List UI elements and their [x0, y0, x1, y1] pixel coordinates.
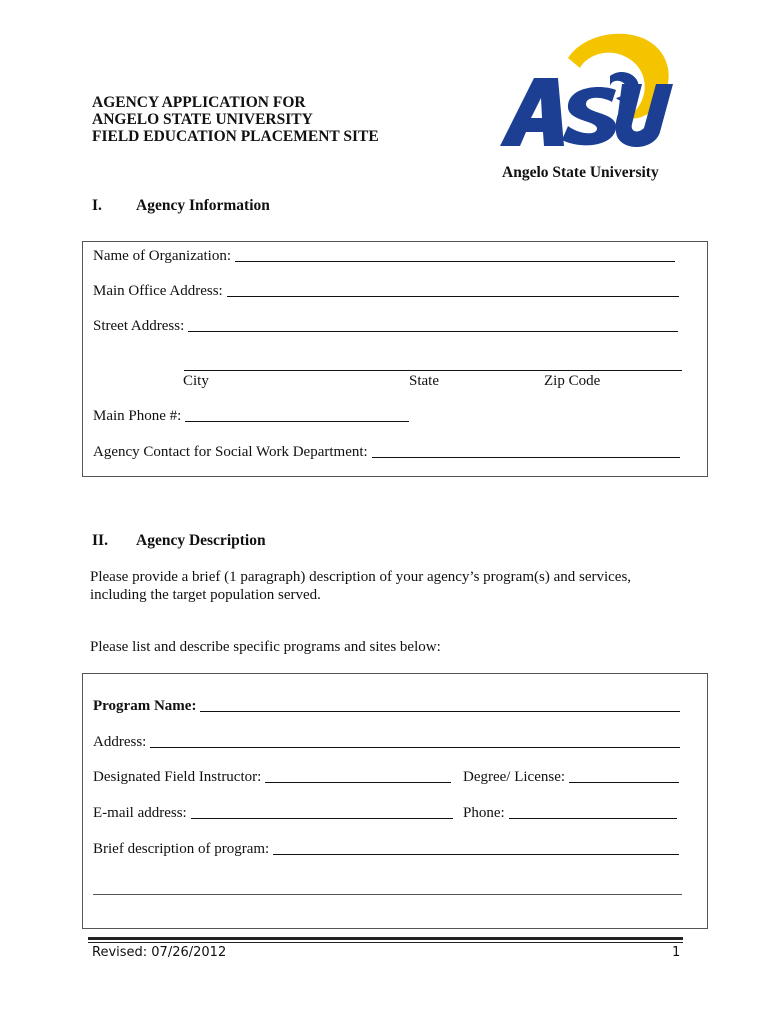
city-label: City — [183, 373, 209, 389]
program-name-field[interactable] — [200, 710, 680, 712]
section-1-number: I. — [92, 197, 102, 214]
city-state-zip-field[interactable] — [184, 370, 682, 371]
program-name-row — [93, 698, 680, 715]
field-instructor-field[interactable] — [265, 781, 451, 783]
phone-field[interactable] — [185, 420, 409, 422]
program-name-label: Program Name: — [93, 698, 197, 714]
page-number: 1 — [672, 945, 681, 960]
logo-letter-s — [562, 87, 616, 145]
phone-row — [93, 408, 409, 425]
agency-info-box — [82, 241, 708, 477]
contact-label: Agency Contact for Social Work Department: — [93, 444, 368, 460]
street-label: Street Address: — [93, 318, 185, 334]
degree-row — [463, 769, 679, 786]
degree-label: Degree/ License: — [463, 769, 566, 785]
org-name-row — [93, 248, 675, 265]
brief-desc-label: Brief description of program: — [93, 841, 270, 857]
section-2-number: II. — [92, 532, 108, 549]
revision-date: Revised: 07/26/2012 — [92, 945, 227, 960]
program-address-field[interactable] — [150, 746, 680, 748]
title-line-1: AGENCY APPLICATION FOR — [92, 94, 306, 111]
form-title — [92, 94, 379, 145]
zip-label: Zip Code — [544, 373, 601, 389]
description-instructions: Please provide a brief (1 paragraph) description of your agency’s program(s) and services, including the target population served. — [90, 569, 632, 603]
main-office-row — [93, 283, 679, 300]
email-row — [93, 805, 453, 822]
footer-rule-thin — [88, 942, 683, 943]
list-prompt: Please list and describe specific programs and sites below: — [90, 639, 441, 655]
university-name: Angelo State University — [502, 164, 659, 181]
degree-field[interactable] — [569, 781, 679, 783]
email-label: E-mail address: — [93, 805, 187, 821]
contact-row — [93, 444, 680, 461]
field-instructor-label: Designated Field Instructor: — [93, 769, 262, 785]
program-address-label: Address: — [93, 734, 147, 750]
footer-rule-thick — [88, 937, 683, 940]
phone-label: Main Phone #: — [93, 408, 182, 424]
section-1-title: Agency Information — [136, 197, 270, 214]
street-row — [93, 318, 678, 335]
program-address-row — [93, 734, 680, 751]
street-field[interactable] — [188, 330, 678, 332]
title-line-3: FIELD EDUCATION PLACEMENT SITE — [92, 128, 379, 145]
state-label: State — [409, 373, 439, 389]
logo-letter-a — [500, 78, 564, 146]
section-2-title: Agency Description — [136, 532, 266, 549]
main-office-label: Main Office Address: — [93, 283, 223, 299]
brief-desc-continuation-line[interactable] — [93, 894, 682, 895]
asu-logo — [498, 28, 673, 153]
program-box — [82, 673, 708, 929]
field-instructor-row — [93, 769, 451, 786]
brief-desc-field[interactable] — [273, 853, 679, 855]
title-line-2: ANGELO STATE UNIVERSITY — [92, 111, 313, 128]
program-phone-row — [463, 805, 677, 822]
brief-desc-row — [93, 841, 679, 858]
email-field[interactable] — [191, 817, 453, 819]
contact-field[interactable] — [372, 456, 680, 458]
program-phone-label: Phone: — [463, 805, 505, 821]
org-name-label: Name of Organization: — [93, 248, 232, 264]
main-office-field[interactable] — [227, 295, 679, 297]
program-phone-field[interactable] — [509, 817, 677, 819]
org-name-field[interactable] — [235, 260, 675, 262]
